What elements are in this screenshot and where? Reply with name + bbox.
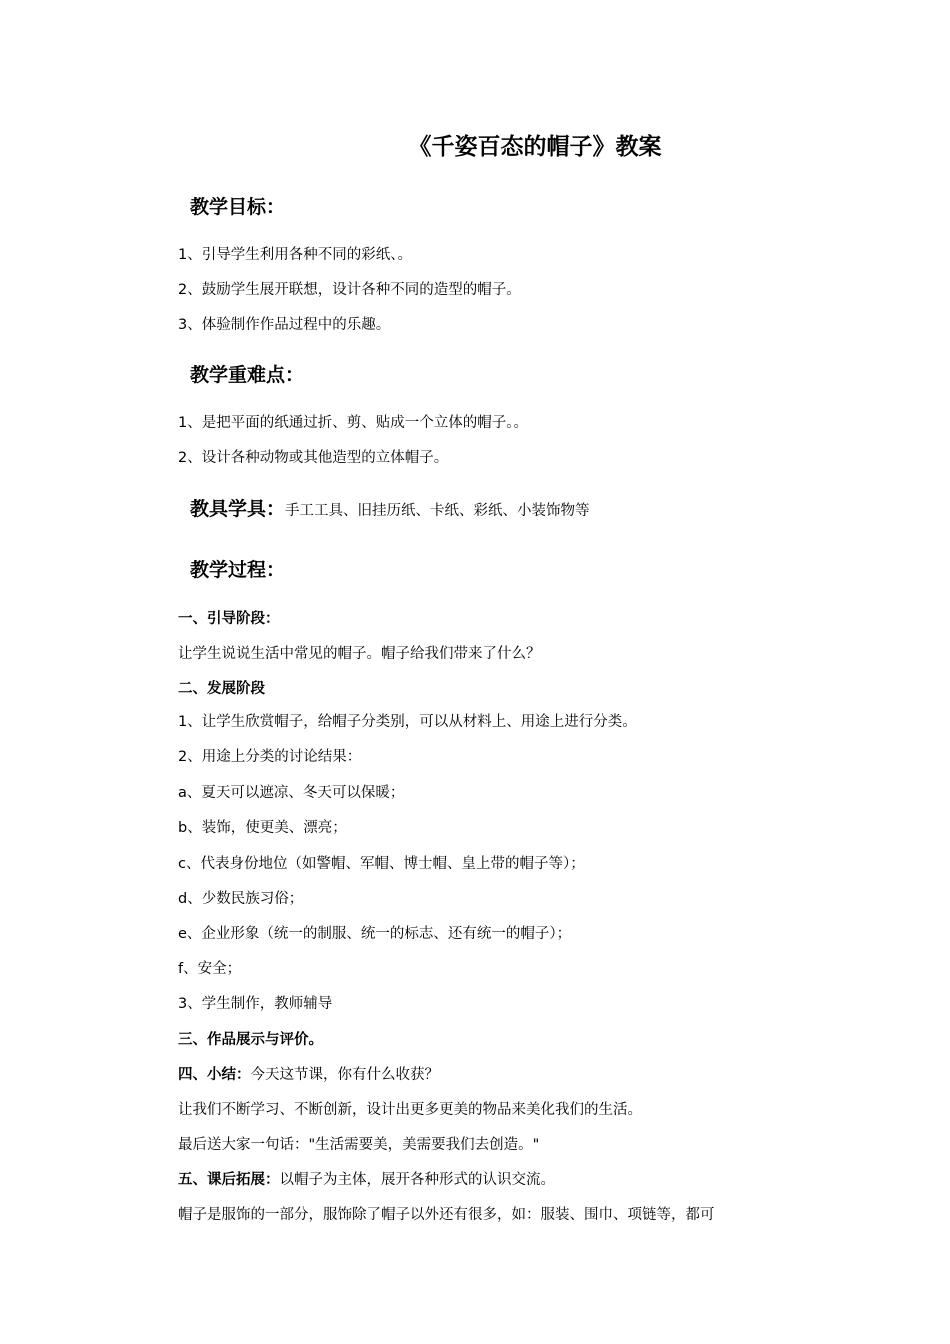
stage-2-item: 1、让学生欣赏帽子，给帽子分类别，可以从材料上、用途上进行分类。: [178, 714, 637, 730]
stage-2-item: 2、用途上分类的讨论结果：: [178, 749, 362, 765]
stage-2-item: f、安全；: [178, 961, 242, 977]
stage-1-text: 让学生说说生活中常见的帽子。帽子给我们带来了什么？: [178, 646, 541, 662]
tools-text: 手工工具、旧挂历纸、卡纸、彩纸、小装饰物等: [285, 503, 590, 519]
stage-4-line: [178, 1065, 439, 1085]
stage-2-item: a、夏天可以遮凉、冬天可以保暖；: [178, 785, 405, 801]
difficulty-item: 2、设计各种动物或其他造型的立体帽子。: [178, 450, 449, 466]
stage-2-item: c、代表身份地位（如警帽、军帽、博士帽、皇上带的帽子等）；: [178, 856, 585, 872]
stage-2-item: d、少数民族习俗；: [178, 891, 304, 907]
process-heading: 教学过程：: [190, 559, 286, 581]
tools-line: [190, 496, 590, 524]
stage-1-label: 一、引导阶段：: [178, 611, 280, 627]
objective-item: 2、鼓励学生展开联想，设计各种不同的造型的帽子。: [178, 282, 521, 298]
stage-4-text: 让我们不断学习、不断创新，设计出更多更美的物品来美化我们的生活。: [178, 1102, 642, 1118]
difficulties-heading: 教学重难点：: [190, 364, 305, 386]
document-title: 《千姿百态的帽子》教案: [408, 134, 662, 160]
stage-4-text: 最后送大家一句话："生活需要美，美需要我们去创造。": [178, 1137, 540, 1153]
tools-heading: 教具学具：: [190, 498, 286, 520]
stage-3-label: 三、作品展示与评价。: [178, 1032, 323, 1048]
difficulty-item: 1、是把平面的纸通过折、剪、贴成一个立体的帽子。。: [178, 415, 528, 431]
objective-item: 1、引导学生利用各种不同的彩纸、。: [178, 247, 412, 263]
stage-5-text: 以帽子为主体，展开各种形式的认识交流。: [279, 1172, 555, 1188]
stage-2-label: 二、发展阶段: [178, 681, 265, 697]
stage-4-text: 今天这节课，你有什么收获？: [250, 1067, 439, 1083]
objectives-heading: 教学目标：: [190, 196, 286, 218]
stage-2-item: e、企业形象（统一的制服、统一的标志、还有统一的帽子）；: [178, 926, 572, 942]
stage-5-text: 帽子是服饰的一部分，服饰除了帽子以外还有很多，如：服装、围巾、项链等，都可: [178, 1207, 715, 1223]
stage-5-line: [178, 1170, 555, 1190]
stage-2-item: b、装饰，使更美、漂亮；: [178, 820, 347, 836]
stage-2-item: 3、学生制作，教师辅导: [178, 996, 333, 1012]
stage-4-label: 四、小结：: [178, 1067, 251, 1083]
objective-item: 3、体验制作作品过程中的乐趣。: [178, 317, 391, 333]
stage-5-label: 五、课后拓展：: [178, 1172, 280, 1188]
